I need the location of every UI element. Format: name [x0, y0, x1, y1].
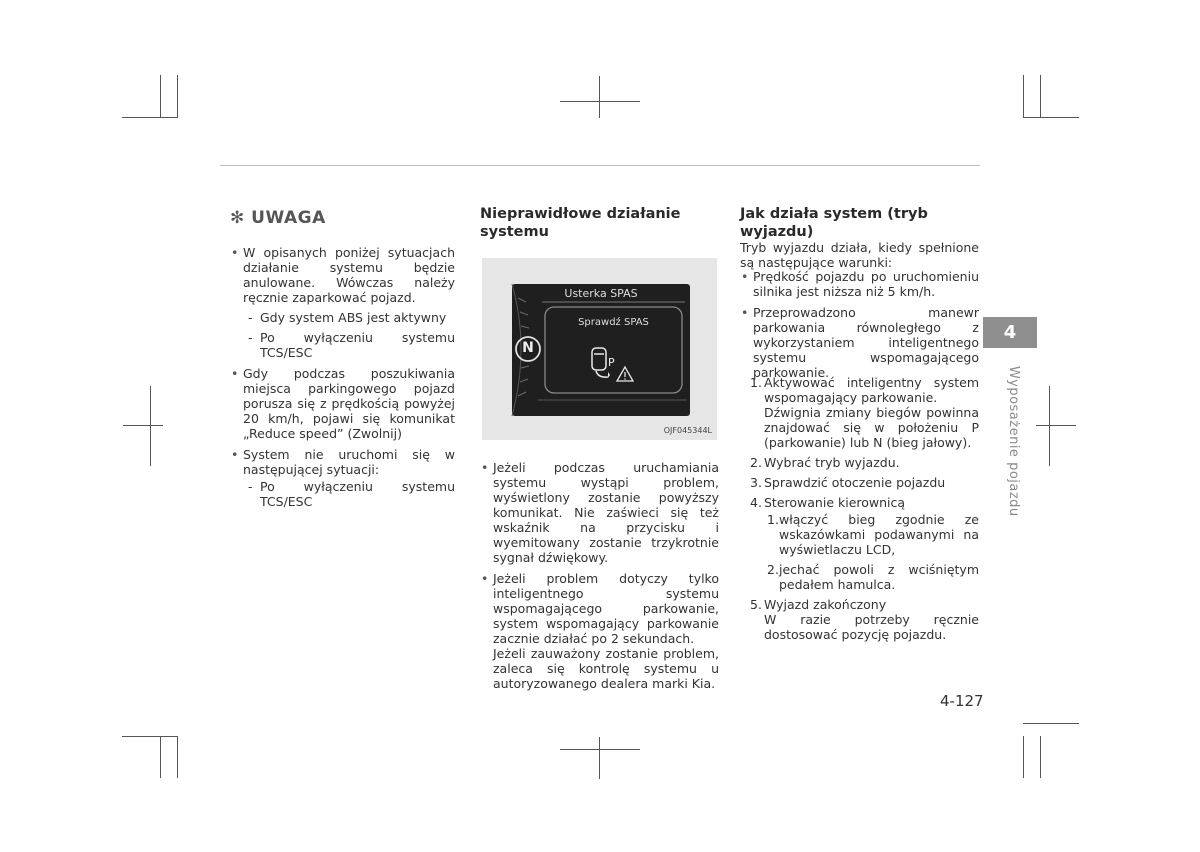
sub-list-item: - Po wyłączeniu systemu TCS/ESC — [243, 330, 455, 360]
substep-text: włączyć bieg zgodnie ze wskazówkami podawanymi na wyświetlaczu LCD, — [779, 512, 979, 557]
step-text: Sprawdzić otoczenie pojazdu — [764, 475, 946, 490]
display-message: Sprawdź SPAS — [578, 317, 649, 328]
substep-text: jechać powoli z wciśniętym pedałem hamulca. — [779, 562, 979, 592]
crop-mark — [160, 736, 161, 778]
list-item-text: W opisanych poniżej sytuacjach działanie systemu będzie anulowane. Wówczas należy ręcznie zaparkować pojazd. — [243, 245, 455, 305]
crop-mark — [160, 75, 161, 117]
list-item-continuation: Jeżeli zauważony zostanie problem, zaleca się kontrolę systemu u autoryzowanego dealera marki Kia. — [493, 646, 719, 691]
sub-list-item: - Gdy system ABS jest aktywny — [243, 310, 455, 325]
substep-number: 1. — [767, 512, 779, 527]
list-item-text: System nie uruchomi się w następującej sytuacji: — [243, 447, 455, 477]
gear-label: N — [522, 340, 534, 356]
asterisk-icon: ✻ — [230, 208, 245, 228]
middle-list — [480, 460, 719, 697]
step-item — [740, 495, 979, 592]
list-item: • Gdy podczas poszukiwania miejsca parkingowego pojazd porusza się z prędkością powyżej 20 km/h, pojawi się komunikat „Reduce speed” (Zwolnij) — [230, 366, 455, 441]
step-text: Sterowanie kierownicą — [764, 495, 906, 510]
step-item — [740, 375, 979, 450]
substep-item — [764, 562, 979, 592]
step-text: Wybrać tryb wyjazdu. — [764, 455, 900, 470]
step-number: 4. — [750, 495, 762, 510]
crop-mark — [1023, 723, 1079, 724]
registration-mark — [560, 749, 640, 750]
chapter-label: Wyposażenie pojazdu — [1006, 366, 1021, 517]
header-rule — [220, 165, 980, 166]
section-heading: Jak działa system (tryb wyjazdu) — [740, 206, 928, 240]
uwaga-box — [230, 208, 455, 515]
sub-list-item: - Po wyłączeniu systemu TCS/ESC — [243, 479, 455, 509]
registration-mark — [560, 101, 640, 102]
display-title: Usterka SPAS — [564, 287, 638, 300]
step-number: 1. — [750, 375, 762, 390]
uwaga-list — [230, 245, 455, 509]
step-number: 3. — [750, 475, 762, 490]
crop-mark — [177, 75, 178, 117]
list-item: • Przeprowadzono manewr parkowania równoległego z wykorzystaniem inteligentnego systemu wspomagającego parkowanie. — [740, 305, 979, 380]
crop-mark — [122, 736, 178, 737]
step-extra: Dźwignia zmiany biegów powinna znajdować się w położeniu P (parkowanie) lub N (bieg jałowy). — [764, 405, 979, 450]
substep-number: 2. — [767, 562, 779, 577]
figure-code: OJF045344L — [663, 426, 712, 435]
step-item — [740, 475, 979, 490]
registration-mark — [599, 737, 600, 779]
crop-mark — [1040, 75, 1041, 117]
substep-item — [764, 512, 979, 557]
list-item-text: • Jeżeli problem dotyczy tylko inteligentnego systemu wspomagającego parkowanie, system wspomagający parkowanie zacznie działać po 2 sekundach. — [493, 571, 719, 646]
list-item: • Prędkość pojazdu po uruchomieniu silnika jest niższa niż 5 km/h. — [740, 269, 979, 299]
parking-p-icon: P — [608, 356, 615, 369]
sub-list — [243, 479, 455, 509]
registration-mark — [1036, 425, 1076, 426]
crop-mark — [122, 117, 178, 118]
figure — [482, 258, 717, 440]
page-number: 4-127 — [940, 692, 984, 710]
chapter-tab: 4 — [983, 317, 1037, 348]
step-item — [740, 455, 979, 470]
substeps-list — [764, 512, 979, 592]
crop-mark — [1040, 736, 1041, 778]
uwaga-heading — [230, 208, 455, 228]
list-item — [230, 447, 455, 509]
steps-list — [740, 375, 979, 647]
sub-list — [243, 310, 455, 360]
intro-text: Tryb wyjazdu działa, kiedy spełnione są następujące warunki: — [740, 240, 979, 270]
step-text: Wyjazd zakończony — [764, 597, 887, 612]
step-number: 2. — [750, 455, 762, 470]
list-item — [230, 245, 455, 360]
crop-mark — [1023, 736, 1024, 778]
registration-mark — [1049, 386, 1050, 466]
list-item — [480, 571, 719, 691]
registration-mark — [150, 386, 151, 466]
step-number: 5. — [750, 597, 762, 612]
crop-mark — [1023, 75, 1024, 117]
step-item — [740, 597, 979, 642]
crop-mark — [177, 736, 178, 778]
section-heading: Nieprawidłowe działanie systemu — [480, 206, 681, 240]
conditions-list — [740, 269, 979, 386]
step-text: Aktywować inteligentny system wspomagający parkowanie. — [764, 375, 979, 405]
crop-mark — [1023, 117, 1079, 118]
uwaga-title: UWAGA — [251, 208, 326, 228]
registration-mark — [123, 425, 163, 426]
registration-mark — [599, 76, 600, 118]
step-extra: W razie potrzeby ręcznie dostosować pozycję pojazdu. — [764, 612, 979, 642]
list-item: • Jeżeli podczas uruchamiania systemu wystąpi problem, wyświetlony zostanie powyższy komunikat. Nie zaświeci się też wskaźnik na przycisku i wyemitowany zostanie trzykrotnie sygnał dźwiękowy. — [480, 460, 719, 565]
